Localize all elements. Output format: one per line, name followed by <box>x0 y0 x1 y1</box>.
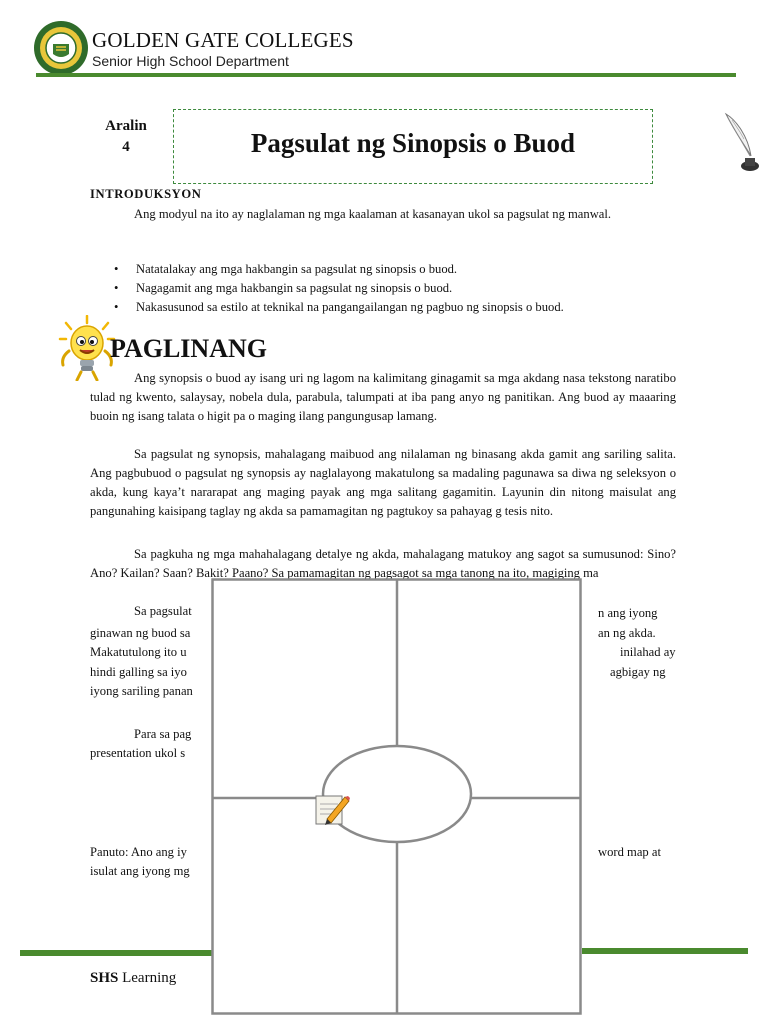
paragraph-2: Sa pagsulat ng synopsis, mahalagang maibuod ang nilalaman ng binasang akda gamit ang sariling salita. Ang pagbubuod o pagsulat ng synopsis ay naglalayong makatulong sa madaling pagunawa sa diwa ng seleksyon o akda, kung kaya’t nararapat ang maging payak ang mga salitang gagamitin. Layunin din nitong maisulat ang pangunahing kaisipang taglay ng akda sa pamamagitan ng pagtukoy sa pahayag g tesis nito. <box>90 447 676 518</box>
intro-heading: INTRODUKSYON <box>90 187 202 201</box>
department-name: Senior High School Department <box>92 53 289 69</box>
word-map <box>211 578 582 1015</box>
paragraph-4-right-line: an ng akda. <box>598 626 656 640</box>
lesson-number <box>98 116 154 158</box>
list-item: • Natatalakay ang mga hakbangin sa pagsulat ng sinopsis o buod. <box>112 260 682 279</box>
paragraph-4-right-line: inilahad ay <box>620 645 676 659</box>
paragraph-5-line: Para sa pag <box>134 727 192 741</box>
lesson-title: Pagsulat ng Sinopsis o Buod <box>250 128 576 158</box>
paragraph-4-line: hindi galling sa iyo <box>90 665 187 679</box>
footer-divider-left <box>20 950 212 956</box>
footer-rest: Learning <box>118 970 177 986</box>
intro-paragraph: Ang modyul na ito ay naglalaman ng mga kaalaman at kasanayan ukol sa pagsulat ng manwal. <box>134 207 612 221</box>
panuto-right-line: word map at <box>598 845 661 859</box>
panuto-line: isulat ang iyong mg <box>90 864 190 878</box>
paragraph-4-right-line: agbigay ng <box>610 665 666 679</box>
pencil-note-icon <box>313 791 351 827</box>
paragraph-4-right-line: n ang iyong <box>598 606 658 620</box>
paragraph-4-line: Makatutulong ito u <box>90 645 187 659</box>
school-logo <box>33 20 89 76</box>
list-item: • Nagagamit ang mga hakbangin sa pagsulat ng sinopsis o buod. <box>112 279 682 298</box>
aralin-label: Aralin <box>105 118 147 134</box>
aralin-number: 4 <box>122 139 130 155</box>
panuto-line: Panuto: Ano ang iy <box>90 845 187 859</box>
footer-text <box>90 970 176 987</box>
school-name: GOLDEN GATE COLLEGES <box>92 28 354 52</box>
objectives-list <box>112 260 682 317</box>
paragraph-4-line: ginawan ng buod sa <box>90 626 191 640</box>
quill-inkpot-icon <box>718 110 762 174</box>
paragraph-4-line: iyong sariling panan <box>90 684 193 698</box>
paragraph-4-line: Sa pagsulat <box>134 604 192 618</box>
paragraph-1: Ang synopsis o buod ay isang uri ng lagom na kalimitang ginagamit sa mga akdang nasa tekstong naratibo tulad ng kwento, salaysay, nobela dula, parabula, talumpati at iba pang anyo ng panitikan. Ang buod ay maaaring buoin ng isang talata o higit pa o maging ilang pangungusap lamang. <box>90 371 676 423</box>
paragraph-5-line: presentation ukol s <box>90 746 186 760</box>
header-divider <box>36 73 736 77</box>
list-item: • Nakasusunod sa estilo at teknikal na pangangailangan ng pagbuo ng sinopsis o buod. <box>112 298 682 317</box>
section-heading: PAGLINANG <box>110 334 267 363</box>
paragraph-3: Sa pagkuha ng mga mahahalagang detalye ng akda, mahalagang matukoy ang sagot sa sumusunod: Sino? Ano? Kailan? Saan? Bakit? Paano? Sa pamamagitan ng pagsagot sa mga tanong na ito, magiging ma <box>90 547 676 580</box>
footer-divider-right <box>582 948 748 954</box>
footer-bold: SHS <box>90 970 119 986</box>
